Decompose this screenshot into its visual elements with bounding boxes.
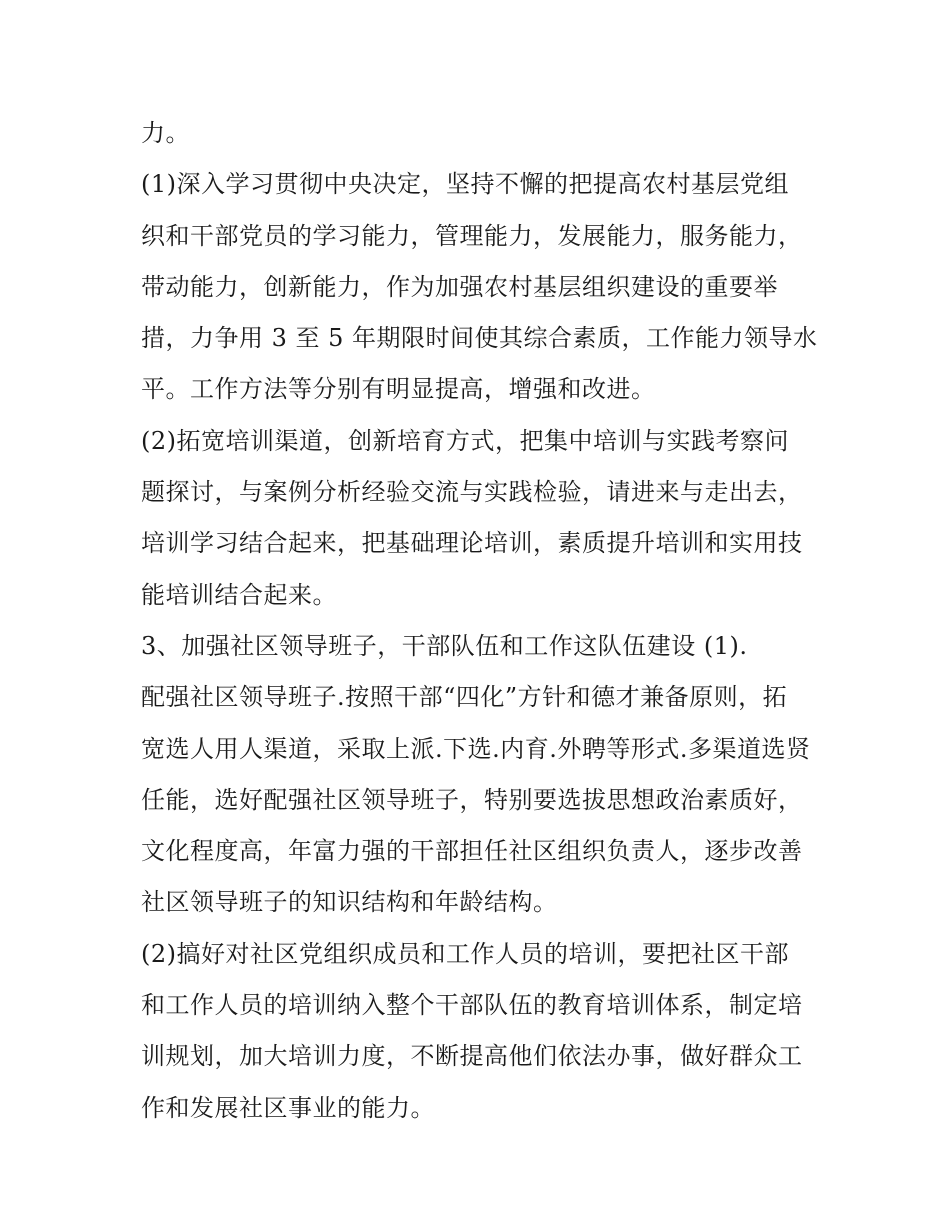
text-line: 3、加强社区领导班子，干部队伍和工作这队伍建设 (1). (141, 631, 748, 660)
text-line: 任能，选好配强社区领导班子，特别要选拔思想政治素质好， (141, 785, 803, 814)
text-line: 作和发展社区事业的能力。 (141, 1093, 435, 1122)
body-text (141, 108, 821, 1134)
text-line: 和工作人员的培训纳入整个干部队伍的教育培训体系，制定培 (141, 991, 803, 1020)
text-line: 能培训结合起来。 (141, 580, 337, 609)
text-line: 力。 (141, 119, 190, 147)
text-line: 培训学习结合起来，把基础理论培训，素质提升培训和实用技 (141, 529, 803, 558)
text-line: 题探讨，与案例分析经验交流与实践检验，请进来与走出去， (141, 478, 803, 507)
text-line: (2)搞好对社区党组织成员和工作人员的培训，要把社区干部 (141, 939, 789, 968)
text-line: 社区领导班子的知识结构和年龄结构。 (141, 888, 558, 917)
text-line: 措，力争用 3 至 5 年期限时间使其综合素质，工作能力领导水 (141, 324, 818, 353)
text-line: 平。工作方法等分别有明显提高，增强和改进。 (141, 375, 656, 404)
text-line: (1)深入学习贯彻中央决定，坚持不懈的把提高农村基层党组 (141, 170, 789, 199)
text-line: (2)拓宽培训渠道，创新培育方式，把集中培训与实践考察问 (141, 426, 789, 455)
text-line: 配强社区领导班子.按照干部“四化”方针和德才兼备原则，拓 (141, 683, 788, 712)
text-line: 宽选人用人渠道，采取上派.下选.内育.外聘等形式.多渠道选贤 (141, 734, 811, 763)
text-line: 织和干部党员的学习能力，管理能力，发展能力，服务能力， (141, 221, 803, 250)
text-line: 文化程度高，年富力强的干部担任社区组织负责人，逐步改善 (141, 837, 803, 866)
text-line: 带动能力，创新能力，作为加强农村基层组织建设的重要举 (141, 272, 778, 301)
text-line: 训规划，加大培训力度，不断提高他们依法办事，做好群众工 (141, 1042, 803, 1071)
